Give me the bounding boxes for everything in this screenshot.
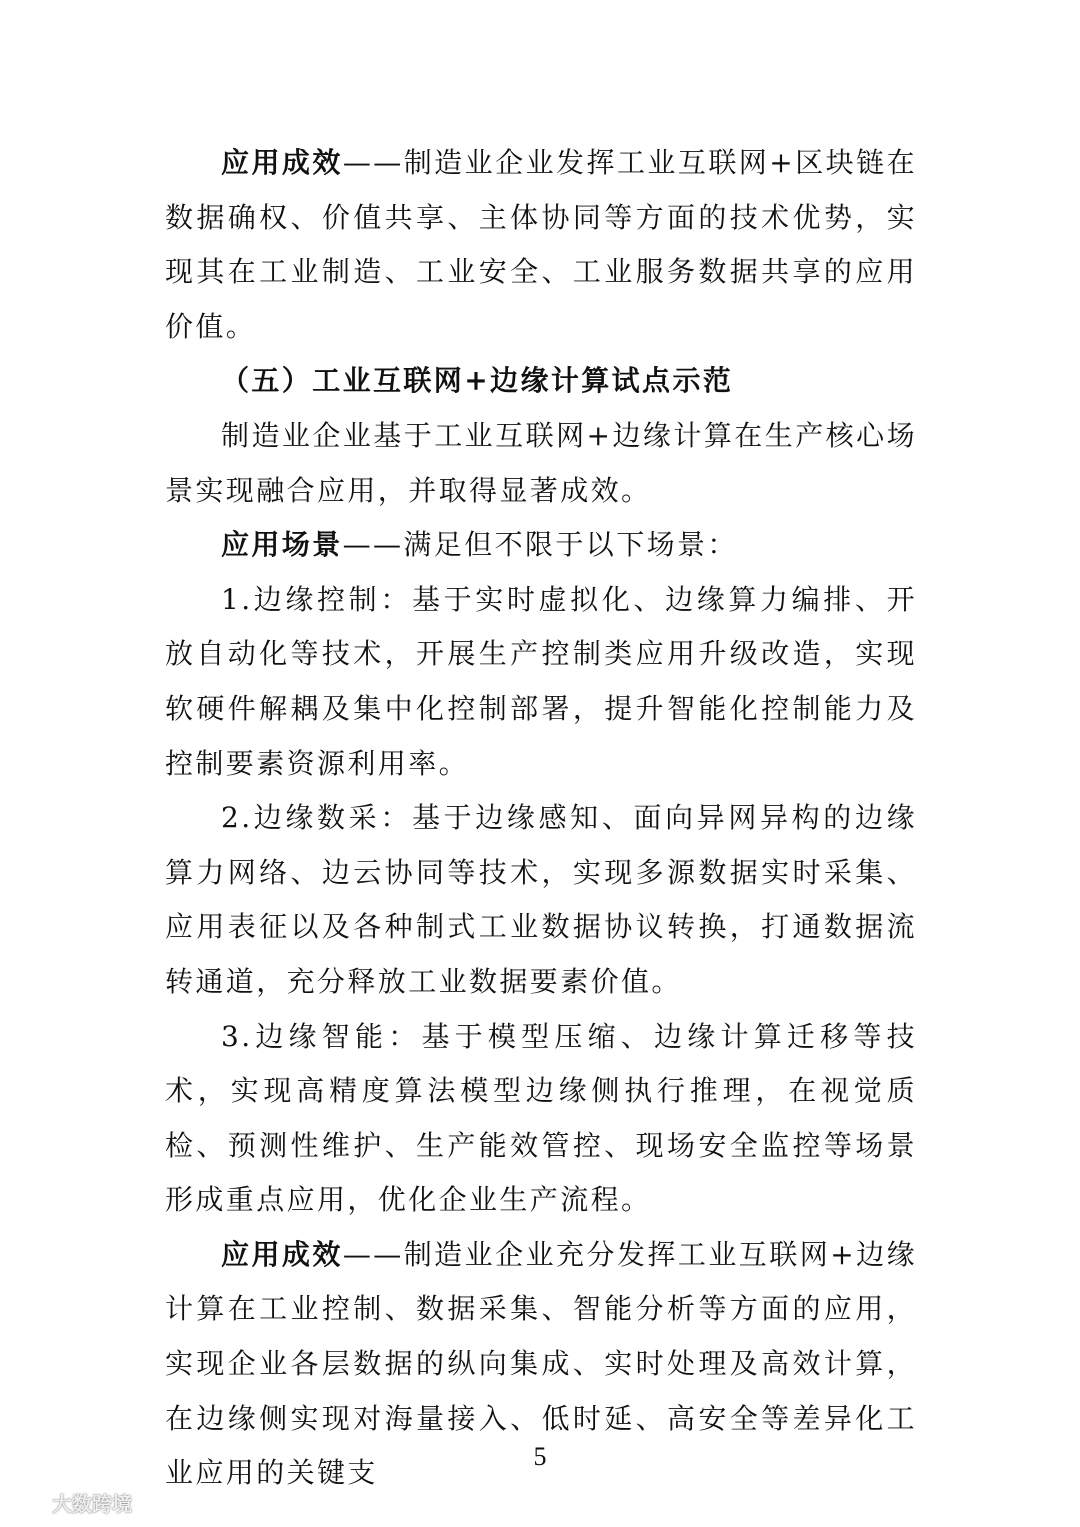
paragraph-text: ——满足但不限于以下场景： [342, 528, 738, 562]
document-body [165, 136, 917, 1501]
watermark-text: 大数跨境 [52, 1492, 132, 1516]
paragraph-text: 制造业企业基于工业互联网+边缘计算在生产核心场景实现融合应用，并取得显著成效。 [165, 418, 917, 507]
paragraph-text: 2.边缘数采：基于边缘感知、面向异网异构的边缘算力网络、边云协同等技术，实现多源数据实时采集、应用表征以及各种制式工业数据协议转换，打通数据流转通道，充分释放工业数据要素价值。 [165, 801, 917, 998]
paragraph-edge-control [165, 573, 917, 791]
paragraph-text: 1.边缘控制：基于实时虚拟化、边缘算力编排、开放自动化等技术，开展生产控制类应用升级改造，实现软硬件解耦及集中化控制部署，提升智能化控制能力及控制要素资源利用率。 [165, 582, 917, 780]
paragraph-edge-data-collection [165, 791, 917, 1009]
page-number: 5 [533, 1442, 547, 1471]
paragraph-text: 3.边缘智能：基于模型压缩、边缘计算迁移等技术，实现高精度算法模型边缘侧执行推理，在视觉质检、预测性维护、生产能效管控、现场安全监控等场景形成重点应用，优化企业生产流程。 [165, 1019, 917, 1217]
paragraph-application-scenarios [165, 518, 917, 573]
paragraph-text: ——制造业企业发挥工业互联网+区块链在数据确权、价值共享、主体协同等方面的技术优势，实现其在工业制造、工业安全、工业服务数据共享的应用价值。 [165, 146, 917, 343]
chat-bubble-logo-icon [10, 1491, 46, 1515]
paragraph-edge-intelligence [165, 1010, 917, 1228]
paragraph-application-effect-blockchain [165, 136, 917, 354]
watermark [10, 1488, 132, 1517]
paragraph-lead: 应用成效 [221, 1237, 343, 1271]
paragraph-intro [165, 409, 917, 518]
paragraph-lead: 应用成效 [221, 146, 343, 179]
section-heading-edge-computing: （五）工业互联网+边缘计算试点示范 [221, 364, 734, 398]
paragraph-lead: 应用场景 [221, 528, 343, 562]
paragraph-text: ——制造业企业充分发挥工业互联网+边缘计算在工业控制、数据采集、智能分析等方面的应用，实现企业各层数据的纵向集成、实时处理及高效计算，在边缘侧实现对海量接入、低时延、高安全等差异化工业应用的关键支 [165, 1237, 917, 1490]
